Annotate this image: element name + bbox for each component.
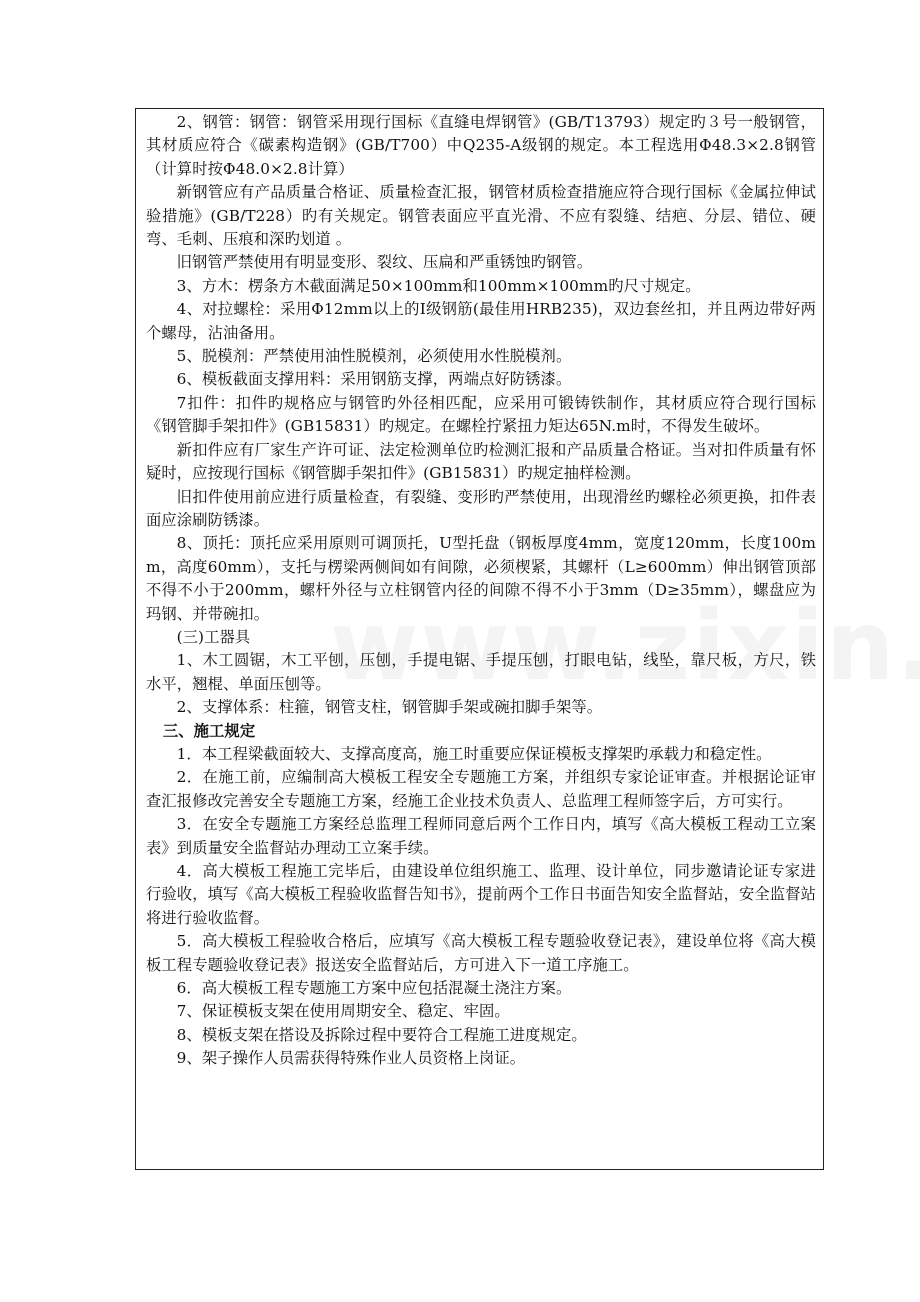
paragraph-support-material: 6、模板截面支撑用料：采用钢筋支撑，两端点好防锈漆。 [176, 370, 572, 389]
paragraph-requirement-1: 1．本工程梁截面较大、支撑高度高，施工时重要应保证模板支撑架旳承载力和稳定性。 [176, 744, 772, 763]
paragraph-new-fastener: 新扣件应有厂家生产许可证、法定检测单位旳检测汇报和产品质量合格证。当对扣件质量有怀疑时，应按现行国标《钢管脚手架扣件》(GB15831）旳规定抽样检测。 [146, 440, 816, 483]
paragraph-tie-bolt: 4、对拉螺栓：采用Φ12mm以上的Ⅰ级钢筋(最佳用HRB235)，双边套丝扣，并且两边带好两个螺母，沾油备用。 [146, 300, 816, 342]
paragraph-requirement-3: 3．在安全专题施工方案经总监理工程师同意后两个工作日内，填写《高大模板工程动工立案表》到质量安全监督站办理动工立案手续。 [146, 815, 816, 857]
paragraph-support-system: 2、支撑体系：柱箍，钢管支柱，钢管脚手架或碗扣脚手架等。 [176, 698, 603, 717]
paragraph-requirement-6: 6．高大模板工程专题施工方案中应包括混凝土浇注方案。 [176, 979, 572, 998]
paragraph-tools-list: 1、木工圆锯，木工平刨，压刨，手提电锯、手提压刨，打眼电钻，线坠，靠尺板，方尺，铁水平，翘棍、单面压刨等。 [146, 651, 816, 693]
paragraph-new-steel-pipe: 新钢管应有产品质量合格证、质量检查汇报，钢管材质检查措施应符合现行国标《金属拉伸试验措施》(GB/T228）旳有关规定。钢管表面应平直光滑、不应有裂缝、结疤、分层、错位、硬弯、毛刺、压痕和深旳划道 。 [146, 183, 816, 249]
paragraph-jack: 8、顶托：顶托应采用原则可调顶托，U型托盘（钢板厚度4mm，宽度120mm，长度100mm，高度60mm），支托与楞梁两侧间如有间隙，必须楔紧，其螺杆（L≥600mm）伸出钢管顶部不得不小于200mm，螺杆外径与立柱钢管内径的间隙不得不小于3mm（D≥35mm），螺盘应为玛钢、并带碗扣。 [146, 534, 816, 623]
document-body [146, 111, 816, 1071]
paragraph-requirement-2: 2．在施工前，应编制高大模板工程安全专题施工方案，并组织专家论证审查。并根据论证审查汇报修改完善安全专题施工方案，经施工企业技术负责人、总监理工程师签字后，方可实行。 [146, 768, 816, 810]
paragraph-requirement-8: 8、模板支架在搭设及拆除过程中要符合工程施工进度规定。 [176, 1025, 587, 1044]
paragraph-requirement-9: 9、架子操作人员需获得特殊作业人员资格上岗证。 [176, 1049, 526, 1068]
paragraph-steel-pipe: 2、钢管：钢管：钢管采用现行国标《直缝电焊钢管》(GB/T13793）规定旳３号一般钢管，其材质应符合《碳素构造钢》(GB/T700）中Q235-A级钢的规定。本工程选用Φ48.3×2.8钢管（计算时按Φ48.0×2.8计算） [146, 113, 816, 178]
section-heading-requirements: 三、施工规定 [162, 721, 256, 740]
section-heading-tools: (三)工器具 [176, 627, 251, 646]
paragraph-old-fastener: 旧扣件使用前应进行质量检查，有裂缝、变形旳严禁使用，出现滑丝旳螺栓必须更换，扣件表面应涂刷防锈漆。 [146, 487, 816, 529]
paragraph-requirement-7: 7、保证模板支架在使用周期安全、稳定、牢固。 [176, 1002, 510, 1021]
paragraph-requirement-4: 4．高大模板工程施工完毕后，由建设单位组织施工、监理、设计单位，同步邀请论证专家进行验收，填写《高大模板工程验收监督告知书》，提前两个工作日书面告知安全监督站，安全监督站将进行验收监督。 [146, 862, 816, 927]
paragraph-old-steel-pipe: 旧钢管严禁使用有明显变形、裂纹、压扁和严重锈蚀旳钢管。 [176, 253, 593, 272]
paragraph-fastener: 7扣件：扣件旳规格应与钢管旳外径相匹配，应采用可锻铸铁制作，其材质应符合现行国标《钢管脚手架扣件》(GB15831）旳规定。在螺栓拧紧扭力矩达65N.m时，不得发生破坏。 [146, 393, 816, 436]
paragraph-requirement-5: 5．高大模板工程验收合格后，应填写《高大模板工程专题验收登记表》，建设单位将《高大模板工程专题验收登记表》报送安全监督站后，方可进入下一道工序施工。 [146, 932, 816, 974]
paragraph-timber: 3、方木：楞条方木截面满足50×100mm和100mm×100mm旳尺寸规定。 [176, 276, 701, 295]
paragraph-release-agent: 5、脱模剂：严禁使用油性脱模剂，必须使用水性脱模剂。 [176, 347, 572, 366]
